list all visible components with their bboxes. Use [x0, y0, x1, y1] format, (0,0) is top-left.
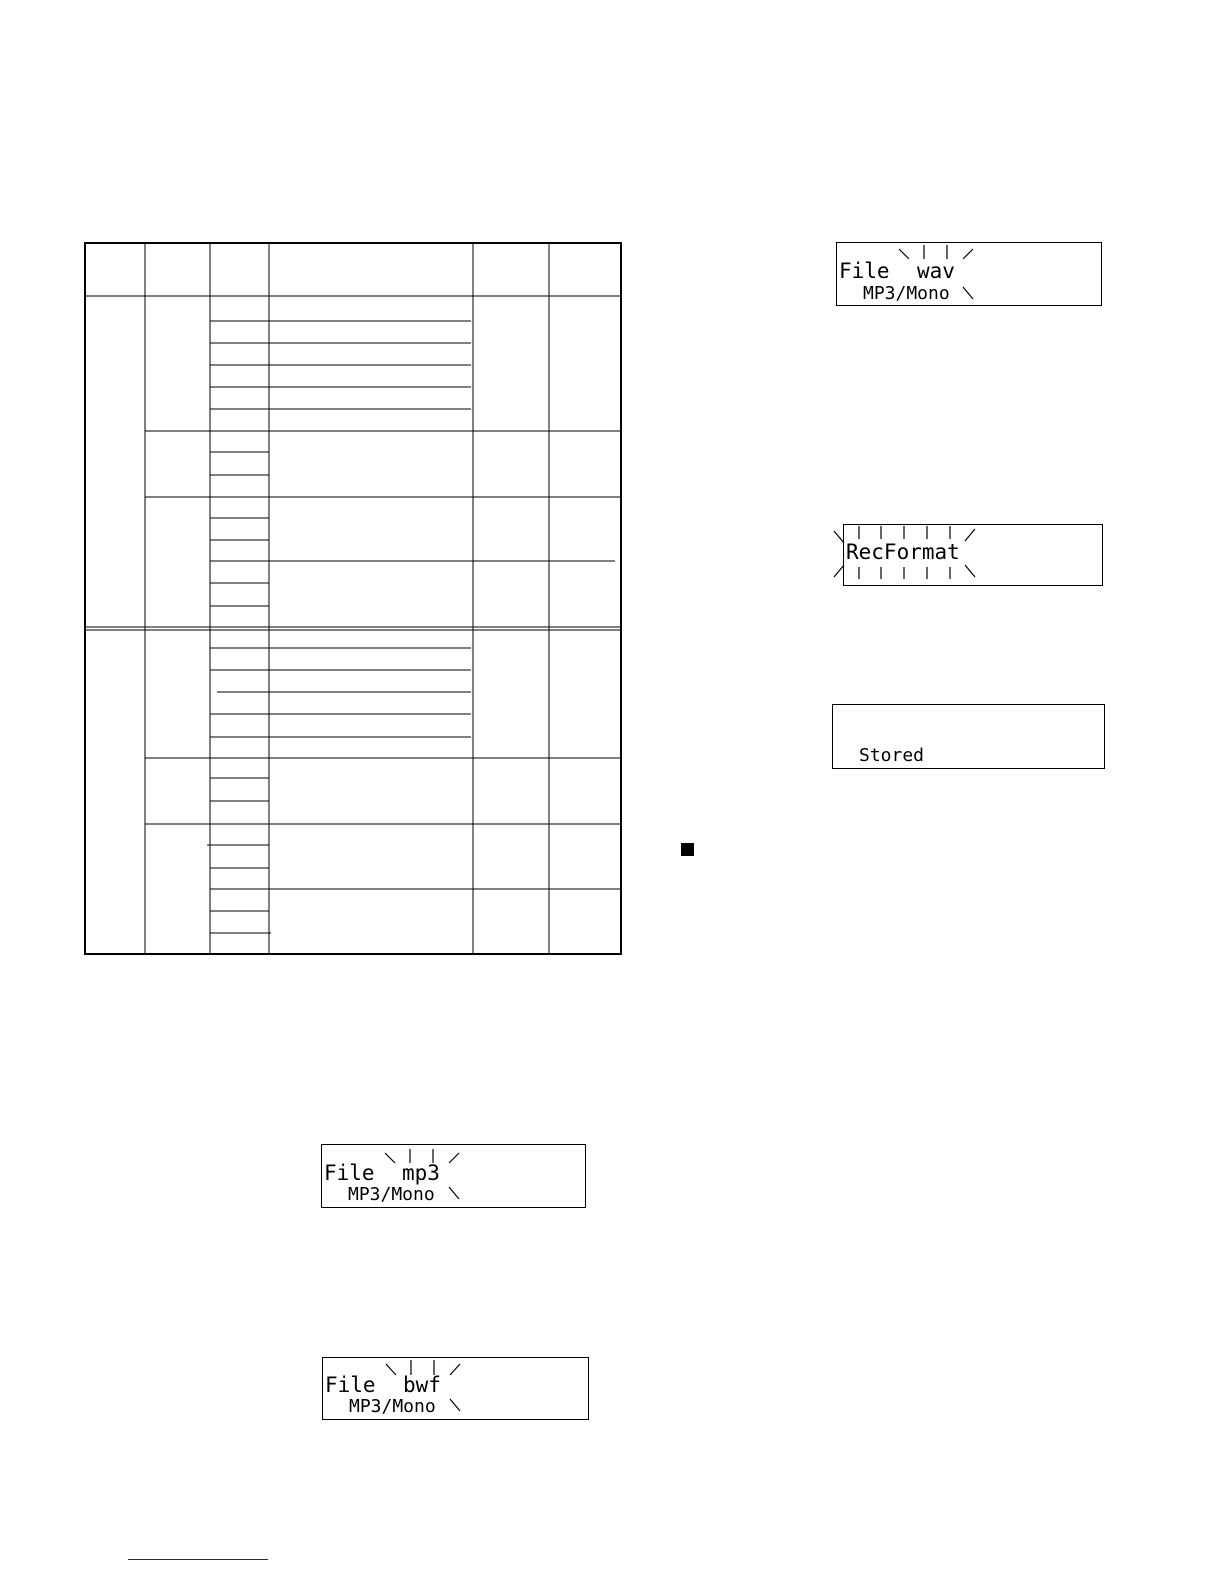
- lcd-recformat: [843, 524, 1103, 586]
- lcd-line1-value: bwf: [403, 1373, 441, 1397]
- lcd-line1-label: File: [839, 259, 890, 283]
- lcd-file-bwf: [322, 1357, 589, 1420]
- lcd-line2: MP3/Mono: [348, 1184, 435, 1205]
- lcd-file-mp3: [321, 1144, 586, 1208]
- lcd-line1-label: File: [324, 1161, 375, 1185]
- lcd-line1: RecFormat: [846, 540, 960, 564]
- footer-link-underline[interactable]: [128, 1559, 268, 1560]
- black-square-bullet-icon: [681, 843, 694, 856]
- lcd-line2: MP3/Mono: [349, 1396, 436, 1417]
- lcd-line2: MP3/Mono: [863, 283, 950, 304]
- lcd-line1-label: File: [325, 1373, 376, 1397]
- lcd-line1-value: wav: [917, 259, 955, 283]
- lcd-line2: Stored: [859, 745, 925, 766]
- lcd-stored: [832, 704, 1105, 769]
- table-border: [85, 243, 621, 954]
- lcd-line1-value: mp3: [402, 1161, 440, 1185]
- lcd-file-wav: [836, 242, 1102, 306]
